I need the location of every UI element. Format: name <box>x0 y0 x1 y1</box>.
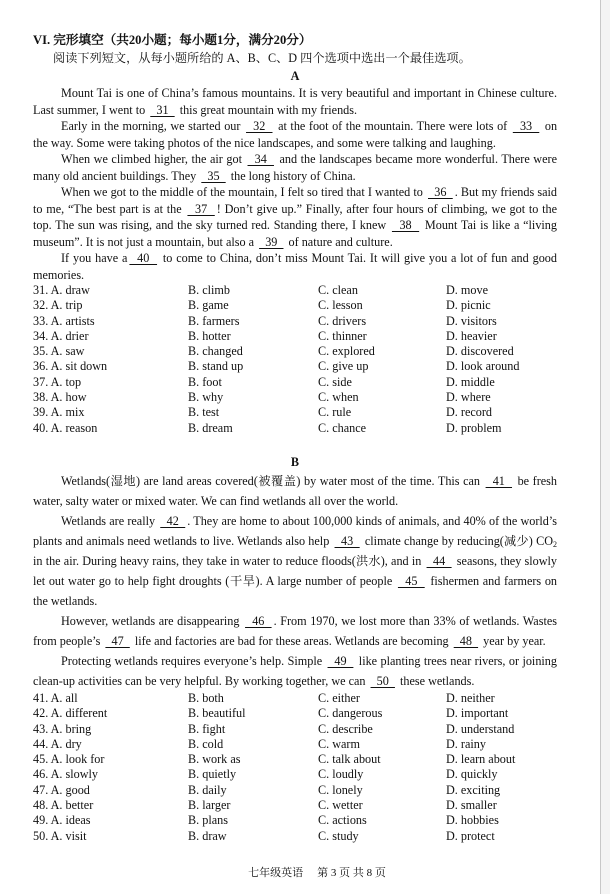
option-b: B. why <box>188 390 224 405</box>
option-d: D. heavier <box>446 328 497 343</box>
option-d: D. where <box>446 390 491 405</box>
option-row <box>33 344 557 359</box>
option-b: B. draw <box>188 828 227 843</box>
option-d: D. picnic <box>446 298 491 313</box>
option-a: 41. A. all <box>33 690 78 705</box>
option-a: 31. A. draw <box>33 283 90 297</box>
text-run: seasons, they slowly let out water go to help fight droughts (干旱). A large number of people <box>33 553 558 588</box>
option-b: B. dream <box>188 420 233 435</box>
option-a: 50. A. visit <box>33 828 87 843</box>
option-a: 34. A. drier <box>33 328 89 343</box>
option-d: D. learn about <box>446 752 516 767</box>
option-c: C. when <box>318 390 359 405</box>
option-c: C. wetter <box>318 798 363 813</box>
blank-31: 31 <box>150 102 175 117</box>
option-c: C. explored <box>318 344 375 359</box>
paragraph <box>33 151 557 184</box>
paragraph <box>33 611 557 651</box>
option-a: 37. A. top <box>33 374 82 389</box>
option-d: D. record <box>446 405 493 420</box>
text-run: to come to China, don’t miss Mount Tai. It will give you a lot of fun and good memories. <box>33 251 557 282</box>
option-a: 38. A. how <box>33 390 87 405</box>
option-b: B. changed <box>188 344 243 359</box>
page-footer <box>33 866 601 880</box>
option-d: D. visitors <box>446 313 497 328</box>
option-a: 40. A. reason <box>33 420 98 435</box>
option-row <box>33 813 557 828</box>
option-a: 46. A. slowly <box>33 767 99 782</box>
option-b: B. work as <box>188 752 241 767</box>
blank-38: 38 <box>391 218 420 232</box>
text-run: Early in the morning, we started our <box>61 119 245 133</box>
blank-41: 41 <box>485 473 513 488</box>
option-c: C. chance <box>318 420 367 435</box>
text-run: be fresh water, salty water or mixed water. We can find wetlands all over the world. <box>33 473 557 508</box>
option-b: B. quietly <box>188 767 237 782</box>
text-run: like planting trees near rivers, or joining clean-up activities can be very helpful. By working together, we can <box>33 653 557 688</box>
option-b: B. cold <box>188 736 224 751</box>
blank-50: 50 <box>370 673 395 688</box>
option-d: D. discovered <box>446 344 514 359</box>
option-c: C. talk about <box>318 752 381 767</box>
section-title: VI. 完形填空（共20小题；每小题1分，满分20分） <box>33 33 312 47</box>
text-run: . But my friends said to me, “The best part is at the <box>33 185 557 216</box>
text-run: When we climbed higher, the air got <box>61 152 246 166</box>
option-c: C. lonely <box>318 782 363 797</box>
option-d: D. rainy <box>446 736 486 751</box>
passage-b-body <box>33 471 557 691</box>
option-row <box>33 283 557 298</box>
option-b: B. foot <box>188 374 222 389</box>
blank-42: 42 <box>160 513 186 528</box>
option-b: B. stand up <box>188 359 244 374</box>
option-d: D. exciting <box>446 782 501 797</box>
option-row <box>33 359 557 374</box>
text-run: Mount Tai is one of China’s famous mountains. It is very beautiful and important in Chinese culture. Last summer, I went to <box>33 86 557 117</box>
option-row <box>33 783 557 798</box>
option-c: C. give up <box>318 359 369 374</box>
option-d: D. look around <box>446 359 520 374</box>
option-row <box>33 405 557 420</box>
option-row <box>33 798 557 813</box>
option-d: D. move <box>446 283 488 297</box>
text-run: . They are home to about 100,000 kinds of animals, and 40% of the world’s plants and animals need wetlands to live. Wetlands also help <box>33 513 558 548</box>
text-run: Wetlands(湿地) are land areas covered(被覆盖) by water most of the time. This can <box>61 473 484 488</box>
text-run: ! Don’t give up.” Finally, after four hours of climbing, we got to the top. The sun was rising, and the sky turned red. Standing there, I knew <box>33 201 558 232</box>
option-d: D. middle <box>446 374 495 389</box>
option-b: B. beautiful <box>188 706 246 721</box>
option-row <box>33 706 557 721</box>
option-d: D. quickly <box>446 767 498 782</box>
option-row <box>33 829 557 844</box>
passage-b-label: B <box>290 454 300 469</box>
text-run: at the foot of the mountain. There were lots of <box>274 119 511 133</box>
footer-page-info: 第 3 页 共 8 页 <box>317 866 386 879</box>
option-c: C. either <box>318 690 360 705</box>
text-run: Protecting wetlands requires everyone’s help. Simple <box>61 653 326 668</box>
option-b: B. hotter <box>188 328 231 343</box>
option-c: C. clean <box>318 283 358 297</box>
subscript: 2 <box>553 539 558 549</box>
option-b: B. fight <box>188 721 226 736</box>
passage-a-label: A <box>290 69 300 83</box>
option-b: B. climb <box>188 283 230 297</box>
option-b: B. plans <box>188 813 228 828</box>
option-row <box>33 737 557 752</box>
option-b: B. test <box>188 405 220 420</box>
option-row <box>33 329 557 344</box>
option-b: B. larger <box>188 798 231 813</box>
text-run: fishermen and farmers on the wetlands. <box>33 573 558 608</box>
option-c: C. actions <box>318 813 367 828</box>
text-run: this great mountain with my friends. <box>176 102 358 117</box>
text-run: climate change by reducing(减少) CO <box>361 533 554 548</box>
option-d: D. understand <box>446 721 515 736</box>
blank-34: 34 <box>247 152 274 166</box>
blank-33: 33 <box>512 119 540 133</box>
option-d: D. protect <box>446 828 495 843</box>
paragraph <box>33 250 557 283</box>
option-a: 36. A. sit down <box>33 359 108 374</box>
option-row <box>33 722 557 737</box>
text-run: in the air. During heavy rains, they take in water to reduce floods(洪水), and in <box>33 553 425 568</box>
option-c: C. drivers <box>318 313 367 328</box>
option-b: B. game <box>188 298 229 313</box>
option-a: 45. A. look for <box>33 752 105 767</box>
option-a: 33. A. artists <box>33 313 95 328</box>
option-row <box>33 375 557 390</box>
blank-44: 44 <box>426 553 452 568</box>
blank-40: 40 <box>129 251 158 265</box>
option-a: 32. A. trip <box>33 298 83 313</box>
option-a: 39. A. mix <box>33 405 85 420</box>
paragraph <box>33 118 557 151</box>
passage-b-options <box>33 691 557 844</box>
text-run: However, wetlands are disappearing <box>61 613 244 628</box>
option-a: 42. A. different <box>33 706 108 721</box>
option-b: B. daily <box>188 782 227 797</box>
option-row <box>33 390 557 405</box>
blank-36: 36 <box>428 185 453 199</box>
passage-a-options <box>33 283 557 436</box>
blank-49: 49 <box>327 653 354 668</box>
option-c: C. warm <box>318 736 360 751</box>
option-row <box>33 752 557 767</box>
option-c: C. rule <box>318 405 352 420</box>
text-run: life and factories are bad for these areas. Wetlands are becoming <box>131 633 452 648</box>
text-run: on the way. Some were taking photos of the nice landscapes, and some were talking and laughing. <box>33 119 558 150</box>
option-c: C. side <box>318 374 352 389</box>
paragraph <box>33 184 557 250</box>
blank-43: 43 <box>334 533 360 548</box>
text-run: Mount Tai is like a “living museum”. It is not just a mountain, but also a <box>33 218 557 249</box>
cloze-section <box>33 31 557 844</box>
text-run: the long history of China. <box>227 168 356 183</box>
option-b: B. farmers <box>188 313 240 328</box>
paragraph <box>33 471 557 511</box>
option-c: C. loudly <box>318 767 364 782</box>
paragraph <box>33 651 557 691</box>
text-run: year by year. <box>480 633 546 648</box>
option-c: C. dangerous <box>318 706 383 721</box>
footer-subject: 七年级英语 <box>248 866 304 879</box>
text-run: If you have a <box>61 251 128 265</box>
option-d: D. problem <box>446 420 502 435</box>
text-run: these wetlands. <box>396 673 475 688</box>
option-d: D. smaller <box>446 798 497 813</box>
option-c: C. lesson <box>318 298 363 313</box>
option-row <box>33 691 557 706</box>
blank-48: 48 <box>453 633 479 648</box>
option-d: D. important <box>446 706 509 721</box>
option-a: 35. A. saw <box>33 344 85 359</box>
blank-37: 37 <box>187 201 215 216</box>
option-a: 48. A. better <box>33 798 94 813</box>
option-c: C. study <box>318 828 359 843</box>
blank-45: 45 <box>397 573 425 588</box>
option-a: 44. A. dry <box>33 736 82 751</box>
section-instruction: 阅读下列短文，从每小题所给的 A、B、C、D 四个选项中选出一个最佳选项。 <box>53 51 471 65</box>
option-row <box>33 314 557 329</box>
option-b: B. both <box>188 690 224 705</box>
blank-32: 32 <box>246 119 273 133</box>
text-run: of nature and culture. <box>285 234 393 249</box>
blank-35: 35 <box>201 168 226 183</box>
paragraph <box>33 85 557 118</box>
option-c: C. thinner <box>318 328 367 343</box>
option-c: C. describe <box>318 721 373 736</box>
text-run: When we got to the middle of the mountain, I felt so tired that I wanted to <box>61 185 426 199</box>
option-a: 43. A. bring <box>33 721 92 736</box>
text-run: . From 1970, we lost more than 33% of wetlands. Wastes from people’s <box>33 613 558 648</box>
blank-46: 46 <box>245 613 272 628</box>
paragraph <box>33 511 557 611</box>
option-d: D. neither <box>446 690 495 705</box>
option-row <box>33 298 557 313</box>
text-run: Wetlands are really <box>61 513 159 528</box>
option-row <box>33 767 557 782</box>
passage-a-body <box>33 85 557 283</box>
option-a: 49. A. ideas <box>33 813 91 828</box>
option-row <box>33 421 557 436</box>
blank-39: 39 <box>259 234 284 249</box>
text-run: and the landscapes became more wonderful. There were many old ancient buildings. They <box>33 152 557 183</box>
option-d: D. hobbies <box>446 813 499 828</box>
blank-47: 47 <box>105 633 130 648</box>
option-a: 47. A. good <box>33 782 90 797</box>
